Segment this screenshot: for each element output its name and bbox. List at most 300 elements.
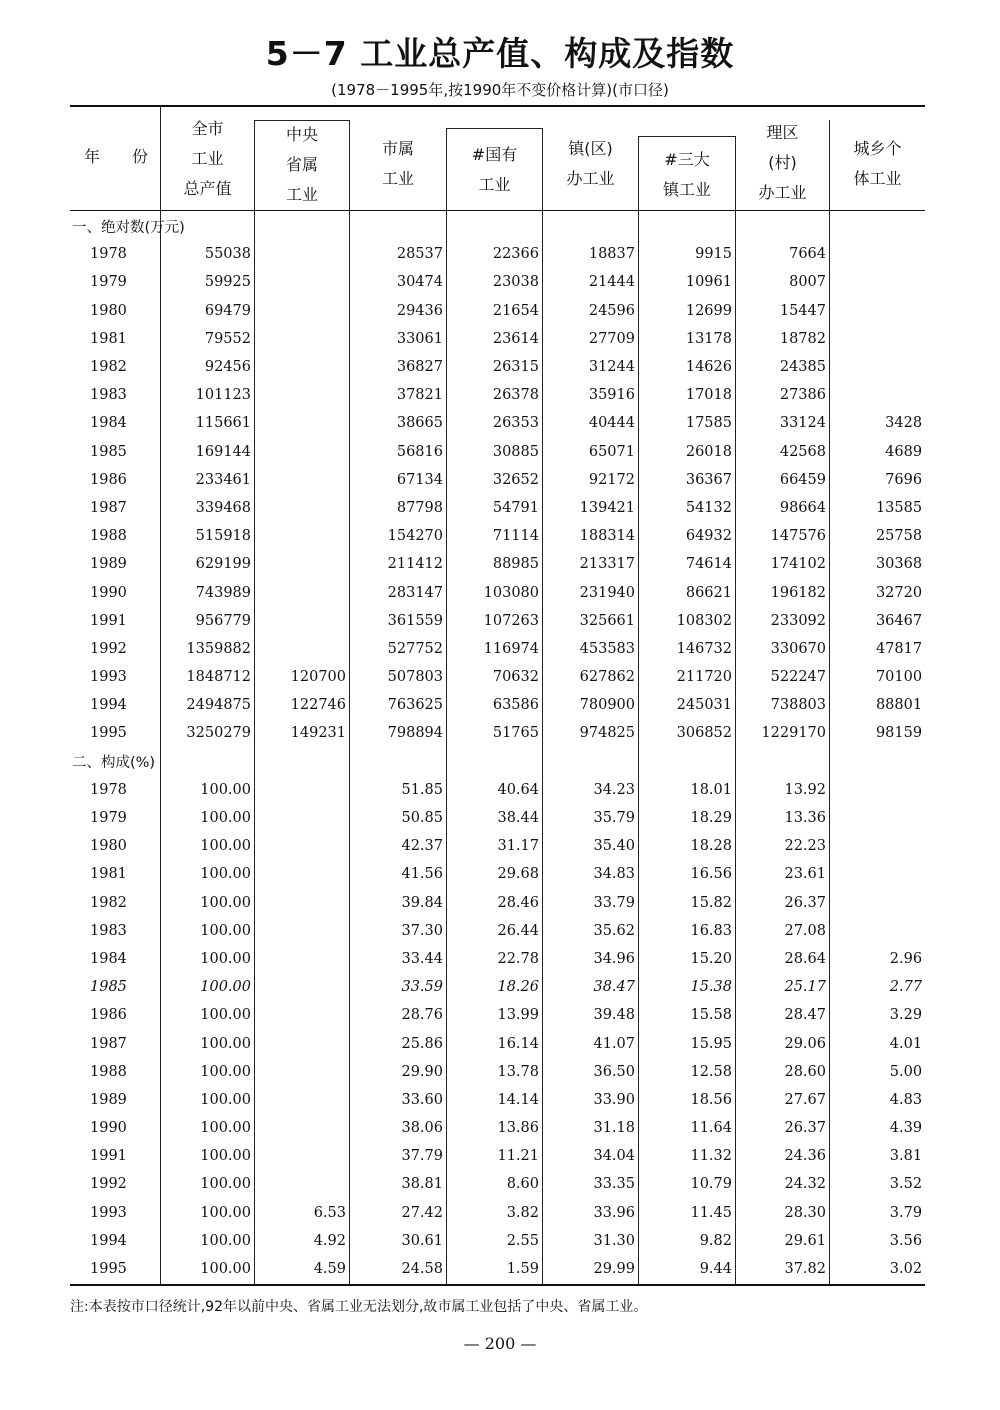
value-cell: 4.83 bbox=[889, 1091, 923, 1108]
year-cell: 1980 bbox=[90, 838, 127, 855]
value-cell: 3.56 bbox=[889, 1232, 923, 1249]
value-cell: 87798 bbox=[396, 499, 443, 516]
value-cell: 18.56 bbox=[690, 1091, 732, 1108]
value-cell: 40444 bbox=[588, 415, 635, 432]
header-bracket bbox=[446, 128, 542, 129]
value-cell: 15.82 bbox=[690, 894, 732, 911]
year-cell: 1992 bbox=[90, 1176, 127, 1193]
value-cell: 15.20 bbox=[690, 950, 732, 967]
value-cell: 15.95 bbox=[690, 1035, 732, 1052]
value-cell: 2494875 bbox=[186, 697, 251, 714]
value-cell: 70100 bbox=[875, 669, 923, 686]
year-cell: 1983 bbox=[90, 387, 127, 404]
value-cell: 3250279 bbox=[186, 725, 251, 742]
value-cell bbox=[254, 494, 349, 522]
value-cell: 245031 bbox=[676, 697, 732, 714]
year-cell: 1985 bbox=[90, 979, 127, 996]
value-cell: 9915 bbox=[695, 246, 732, 263]
value-cell: 1359882 bbox=[186, 640, 251, 657]
value-cell: 28.64 bbox=[784, 950, 826, 967]
value-cell: 18.01 bbox=[690, 781, 732, 798]
value-cell: 100.00 bbox=[200, 1261, 251, 1278]
table-row bbox=[70, 1058, 925, 1086]
value-cell: 35.40 bbox=[593, 838, 635, 855]
value-cell bbox=[254, 889, 349, 917]
value-cell: 26.37 bbox=[784, 1120, 826, 1137]
value-cell bbox=[254, 578, 349, 606]
value-cell bbox=[829, 325, 925, 353]
value-cell: 31.17 bbox=[497, 838, 539, 855]
page-title: 5－7 工业总产值、构成及指数 bbox=[265, 34, 735, 73]
value-cell bbox=[254, 804, 349, 832]
value-cell: 31.18 bbox=[593, 1120, 635, 1137]
value-cell: 147576 bbox=[770, 528, 826, 545]
value-cell: 22.78 bbox=[497, 950, 539, 967]
value-cell: 74614 bbox=[685, 556, 732, 573]
header-city: 市属 工业 bbox=[381, 139, 414, 188]
year-cell: 1983 bbox=[90, 922, 127, 939]
value-cell: 100.00 bbox=[200, 922, 251, 939]
value-cell: 24.36 bbox=[784, 1148, 826, 1165]
year-cell: 1988 bbox=[90, 1063, 127, 1080]
value-cell: 11.21 bbox=[497, 1148, 539, 1165]
value-cell: 146732 bbox=[676, 640, 732, 657]
value-cell: 14.14 bbox=[497, 1091, 539, 1108]
value-cell: 54132 bbox=[685, 499, 732, 516]
value-cell: 231940 bbox=[579, 584, 635, 601]
value-cell: 8.60 bbox=[506, 1176, 539, 1193]
year-cell: 1994 bbox=[90, 697, 127, 714]
value-cell: 15447 bbox=[779, 302, 826, 319]
value-cell: 100.00 bbox=[200, 810, 251, 827]
value-cell: 42568 bbox=[779, 443, 826, 460]
value-cell: 26378 bbox=[492, 387, 539, 404]
value-cell: 15.58 bbox=[690, 1007, 732, 1024]
value-cell bbox=[254, 353, 349, 381]
value-cell: 100.00 bbox=[200, 1120, 251, 1137]
value-cell bbox=[254, 1058, 349, 1086]
value-cell: 306852 bbox=[676, 725, 732, 742]
value-cell bbox=[829, 776, 925, 804]
value-cell: 100.00 bbox=[200, 1204, 251, 1221]
value-cell: 4.39 bbox=[889, 1120, 923, 1137]
value-cell: 15.38 bbox=[690, 979, 732, 996]
value-cell: 29.06 bbox=[784, 1035, 826, 1052]
value-cell: 4689 bbox=[885, 443, 923, 460]
value-cell: 30474 bbox=[396, 274, 443, 291]
header-total: 全市 工业 总产值 bbox=[183, 119, 232, 198]
value-cell bbox=[254, 438, 349, 466]
value-cell: 10.79 bbox=[690, 1176, 732, 1193]
value-cell bbox=[254, 325, 349, 353]
value-cell: 11.64 bbox=[690, 1120, 732, 1137]
value-cell: 28537 bbox=[396, 246, 443, 263]
value-cell: 27709 bbox=[588, 330, 635, 347]
section-label: 二、构成(%) bbox=[72, 755, 156, 772]
value-cell bbox=[254, 1170, 349, 1198]
year-cell: 1981 bbox=[90, 330, 127, 347]
value-cell: 18837 bbox=[588, 246, 635, 263]
value-cell: 233092 bbox=[770, 612, 826, 629]
value-cell: 88801 bbox=[875, 697, 923, 714]
value-cell: 18782 bbox=[779, 330, 826, 347]
value-cell: 70632 bbox=[492, 669, 539, 686]
table-row bbox=[70, 719, 925, 747]
value-cell: 28.30 bbox=[784, 1204, 826, 1221]
table-row bbox=[70, 1114, 925, 1142]
value-cell: 100.00 bbox=[200, 950, 251, 967]
value-cell: 41.07 bbox=[593, 1035, 635, 1052]
value-cell: 174102 bbox=[770, 556, 826, 573]
table-row bbox=[70, 409, 925, 437]
value-cell: 33.59 bbox=[401, 979, 443, 996]
section-row bbox=[70, 748, 925, 776]
year-cell: 1978 bbox=[90, 781, 127, 798]
table-row bbox=[70, 578, 925, 606]
value-cell: 38.44 bbox=[497, 810, 539, 827]
table-row bbox=[70, 494, 925, 522]
value-cell: 88985 bbox=[492, 556, 539, 573]
value-cell bbox=[254, 917, 349, 945]
value-cell bbox=[254, 832, 349, 860]
year-cell: 1995 bbox=[90, 1261, 127, 1278]
value-cell: 798894 bbox=[387, 725, 443, 742]
header-central: 中央 省属 工业 bbox=[285, 125, 318, 204]
page-subtitle: (1978－1995年,按1990年不变价格计算)(市口径) bbox=[331, 81, 669, 99]
year-cell: 1990 bbox=[90, 584, 127, 601]
value-cell: 31244 bbox=[588, 359, 635, 376]
value-cell: 211412 bbox=[387, 556, 443, 573]
value-cell bbox=[829, 297, 925, 325]
value-cell: 27.42 bbox=[401, 1204, 443, 1221]
year-cell: 1987 bbox=[90, 499, 127, 516]
value-cell: 100.00 bbox=[200, 1063, 251, 1080]
year-cell: 1989 bbox=[90, 1091, 127, 1108]
table-row bbox=[70, 973, 925, 1001]
value-cell bbox=[254, 860, 349, 888]
value-cell: 339468 bbox=[195, 499, 251, 516]
header-district: 理区 (村) 办工业 bbox=[758, 123, 807, 202]
value-cell: 13.99 bbox=[497, 1007, 539, 1024]
value-cell: 26.37 bbox=[784, 894, 826, 911]
value-cell: 25.17 bbox=[784, 979, 826, 996]
value-cell: 515918 bbox=[195, 528, 251, 545]
value-cell: 29.99 bbox=[593, 1261, 635, 1278]
value-cell: 120700 bbox=[290, 669, 346, 686]
value-cell: 41.56 bbox=[401, 866, 443, 883]
value-cell: 18.29 bbox=[690, 810, 732, 827]
value-cell: 36367 bbox=[685, 471, 732, 488]
value-cell: 4.59 bbox=[313, 1261, 346, 1278]
value-cell: 33061 bbox=[396, 330, 443, 347]
value-cell: 743989 bbox=[195, 584, 251, 601]
table-row bbox=[70, 860, 925, 888]
year-cell: 1984 bbox=[90, 415, 127, 432]
value-cell bbox=[254, 1029, 349, 1057]
year-cell: 1984 bbox=[90, 950, 127, 967]
value-cell: 98664 bbox=[779, 499, 826, 516]
value-cell: 37.30 bbox=[401, 922, 443, 939]
header-individual: 城乡个 体工业 bbox=[853, 139, 902, 188]
value-cell: 16.56 bbox=[690, 866, 732, 883]
value-cell: 283147 bbox=[387, 584, 443, 601]
value-cell: 33.79 bbox=[593, 894, 635, 911]
value-cell: 13178 bbox=[685, 330, 732, 347]
value-cell bbox=[254, 1142, 349, 1170]
value-cell: 9.82 bbox=[699, 1232, 732, 1249]
value-cell: 33124 bbox=[779, 415, 826, 432]
value-cell: 47817 bbox=[875, 640, 923, 657]
value-cell: 13585 bbox=[875, 499, 923, 516]
value-cell: 51765 bbox=[492, 725, 539, 742]
value-cell: 13.36 bbox=[784, 810, 826, 827]
value-cell: 100.00 bbox=[200, 1035, 251, 1052]
value-cell: 71114 bbox=[492, 528, 539, 545]
value-cell bbox=[254, 607, 349, 635]
value-cell: 65071 bbox=[588, 443, 635, 460]
value-cell bbox=[829, 860, 925, 888]
value-cell: 35916 bbox=[588, 387, 635, 404]
value-cell: 16.83 bbox=[690, 922, 732, 939]
value-cell bbox=[254, 522, 349, 550]
value-cell: 36467 bbox=[875, 612, 923, 629]
value-cell: 3.81 bbox=[889, 1148, 923, 1165]
value-cell: 122746 bbox=[290, 697, 346, 714]
value-cell: 103080 bbox=[483, 584, 539, 601]
value-cell: 33.60 bbox=[401, 1091, 443, 1108]
value-cell bbox=[254, 240, 349, 268]
value-cell: 18.28 bbox=[690, 838, 732, 855]
value-cell bbox=[254, 466, 349, 494]
value-cell: 21654 bbox=[492, 302, 539, 319]
value-cell: 33.35 bbox=[593, 1176, 635, 1193]
value-cell: 629199 bbox=[195, 556, 251, 573]
value-cell: 10961 bbox=[685, 274, 732, 291]
value-cell: 26018 bbox=[685, 443, 732, 460]
value-cell: 42.37 bbox=[401, 838, 443, 855]
value-cell: 92172 bbox=[588, 471, 635, 488]
value-cell: 23.61 bbox=[784, 866, 826, 883]
value-cell bbox=[829, 804, 925, 832]
year-cell: 1994 bbox=[90, 1232, 127, 1249]
header-state-owned: #国有 工业 bbox=[471, 145, 518, 194]
value-cell: 4.92 bbox=[313, 1232, 346, 1249]
header-bracket bbox=[638, 136, 735, 137]
value-cell: 8007 bbox=[789, 274, 826, 291]
value-cell: 36827 bbox=[396, 359, 443, 376]
value-cell: 154270 bbox=[387, 528, 443, 545]
table-row bbox=[70, 1255, 925, 1283]
value-cell: 25.86 bbox=[401, 1035, 443, 1052]
year-cell: 1990 bbox=[90, 1120, 127, 1137]
table-row bbox=[70, 522, 925, 550]
value-cell: 2.96 bbox=[889, 950, 923, 967]
value-cell bbox=[254, 635, 349, 663]
value-cell: 956779 bbox=[195, 612, 251, 629]
value-cell bbox=[254, 1086, 349, 1114]
value-cell: 22.23 bbox=[784, 838, 826, 855]
value-cell: 3.82 bbox=[506, 1204, 539, 1221]
value-cell: 169144 bbox=[195, 443, 251, 460]
value-cell bbox=[829, 381, 925, 409]
value-cell: 2.77 bbox=[889, 979, 923, 996]
value-cell bbox=[254, 268, 349, 296]
value-cell: 100.00 bbox=[200, 838, 251, 855]
value-cell bbox=[829, 240, 925, 268]
value-cell: 188314 bbox=[579, 528, 635, 545]
year-cell: 1988 bbox=[90, 528, 127, 545]
value-cell: 12699 bbox=[685, 302, 732, 319]
table-row bbox=[70, 240, 925, 268]
value-cell: 213317 bbox=[579, 556, 635, 573]
value-cell: 13.78 bbox=[497, 1063, 539, 1080]
value-cell: 69479 bbox=[204, 302, 251, 319]
value-cell: 32652 bbox=[492, 471, 539, 488]
value-cell: 116974 bbox=[483, 640, 539, 657]
table-row bbox=[70, 381, 925, 409]
value-cell: 100.00 bbox=[200, 979, 251, 996]
footnote: 注:本表按市口径统计,92年以前中央、省属工业无法划分,故市属工业包括了中央、省属工业。 bbox=[70, 1299, 648, 1315]
value-cell: 9.44 bbox=[699, 1261, 732, 1278]
value-cell: 12.58 bbox=[690, 1063, 732, 1080]
table-row bbox=[70, 1086, 925, 1114]
value-cell bbox=[254, 550, 349, 578]
value-cell bbox=[829, 917, 925, 945]
value-cell bbox=[254, 1114, 349, 1142]
year-cell: 1991 bbox=[90, 1148, 127, 1165]
value-cell: 23038 bbox=[492, 274, 539, 291]
value-cell: 34.04 bbox=[593, 1148, 635, 1165]
value-cell bbox=[254, 297, 349, 325]
value-cell: 51.85 bbox=[401, 781, 443, 798]
value-cell: 38665 bbox=[396, 415, 443, 432]
value-cell: 1.59 bbox=[506, 1261, 539, 1278]
value-cell: 86621 bbox=[685, 584, 732, 601]
value-cell: 28.46 bbox=[497, 894, 539, 911]
section-label: 一、绝对数(万元) bbox=[72, 219, 185, 236]
header-year: 年 份 bbox=[83, 147, 148, 166]
value-cell: 3.29 bbox=[889, 1007, 923, 1024]
value-cell: 66459 bbox=[779, 471, 826, 488]
year-cell: 1993 bbox=[90, 669, 127, 686]
value-cell: 34.83 bbox=[593, 866, 635, 883]
value-cell bbox=[829, 889, 925, 917]
value-cell: 325661 bbox=[579, 612, 635, 629]
value-cell bbox=[254, 973, 349, 1001]
year-cell: 1982 bbox=[90, 359, 127, 376]
header-three-towns: #三大 镇工业 bbox=[662, 150, 711, 199]
value-cell: 100.00 bbox=[200, 1007, 251, 1024]
table-row bbox=[70, 832, 925, 860]
value-cell: 24385 bbox=[779, 359, 826, 376]
value-cell: 3.02 bbox=[889, 1261, 923, 1278]
table-row bbox=[70, 438, 925, 466]
value-cell: 50.85 bbox=[401, 810, 443, 827]
value-cell: 507803 bbox=[387, 669, 443, 686]
year-cell: 1978 bbox=[90, 246, 127, 263]
value-cell: 38.81 bbox=[401, 1176, 443, 1193]
value-cell: 100.00 bbox=[200, 894, 251, 911]
table-row bbox=[70, 607, 925, 635]
year-cell: 1982 bbox=[90, 894, 127, 911]
value-cell: 29436 bbox=[396, 302, 443, 319]
table-row bbox=[70, 1001, 925, 1029]
value-cell: 6.53 bbox=[313, 1204, 346, 1221]
value-cell: 32720 bbox=[875, 584, 923, 601]
value-cell: 64932 bbox=[685, 528, 732, 545]
value-cell: 33.44 bbox=[401, 950, 443, 967]
table-row bbox=[70, 1199, 925, 1227]
value-cell: 25758 bbox=[875, 528, 923, 545]
value-cell: 26315 bbox=[492, 359, 539, 376]
year-cell: 1985 bbox=[90, 443, 127, 460]
value-cell: 28.76 bbox=[401, 1007, 443, 1024]
value-cell: 27.67 bbox=[784, 1091, 826, 1108]
value-cell: 31.30 bbox=[593, 1232, 635, 1249]
value-cell: 26353 bbox=[492, 415, 539, 432]
value-cell: 100.00 bbox=[200, 1232, 251, 1249]
table-top-rule bbox=[70, 105, 925, 107]
value-cell: 974825 bbox=[579, 725, 635, 742]
value-cell: 2.55 bbox=[506, 1232, 539, 1249]
value-cell: 23614 bbox=[492, 330, 539, 347]
value-cell: 92456 bbox=[204, 359, 251, 376]
value-cell: 40.64 bbox=[497, 781, 539, 798]
value-cell: 59925 bbox=[204, 274, 251, 291]
table-row bbox=[70, 550, 925, 578]
table-row bbox=[70, 268, 925, 296]
value-cell: 35.79 bbox=[593, 810, 635, 827]
value-cell: 30885 bbox=[492, 443, 539, 460]
year-cell: 1981 bbox=[90, 866, 127, 883]
value-cell: 100.00 bbox=[200, 781, 251, 798]
value-cell: 26.44 bbox=[497, 922, 539, 939]
header-town: 镇(区) 办工业 bbox=[566, 139, 615, 188]
value-cell: 28.47 bbox=[784, 1007, 826, 1024]
value-cell: 13.86 bbox=[497, 1120, 539, 1137]
header-bottom-rule bbox=[70, 210, 925, 211]
value-cell: 24.32 bbox=[784, 1176, 826, 1193]
value-cell: 13.92 bbox=[784, 781, 826, 798]
value-cell: 34.96 bbox=[593, 950, 635, 967]
value-cell: 11.45 bbox=[690, 1204, 732, 1221]
value-cell: 16.14 bbox=[497, 1035, 539, 1052]
value-cell bbox=[254, 776, 349, 804]
value-cell: 63586 bbox=[492, 697, 539, 714]
value-cell: 37.82 bbox=[784, 1261, 826, 1278]
value-cell: 527752 bbox=[387, 640, 443, 657]
table-row bbox=[70, 325, 925, 353]
value-cell: 3.52 bbox=[889, 1176, 923, 1193]
value-cell: 28.60 bbox=[784, 1063, 826, 1080]
value-cell bbox=[829, 832, 925, 860]
value-cell: 55038 bbox=[204, 246, 251, 263]
value-cell: 39.48 bbox=[593, 1007, 635, 1024]
year-cell: 1979 bbox=[90, 274, 127, 291]
value-cell bbox=[254, 945, 349, 973]
value-cell: 24596 bbox=[588, 302, 635, 319]
table-row bbox=[70, 635, 925, 663]
table-row bbox=[70, 663, 925, 691]
value-cell: 3.79 bbox=[889, 1204, 923, 1221]
table-row bbox=[70, 691, 925, 719]
value-cell: 11.32 bbox=[690, 1148, 732, 1165]
value-cell: 29.61 bbox=[784, 1232, 826, 1249]
value-cell: 4.01 bbox=[889, 1035, 923, 1052]
year-cell: 1993 bbox=[90, 1204, 127, 1221]
value-cell: 17018 bbox=[685, 387, 732, 404]
value-cell bbox=[829, 353, 925, 381]
